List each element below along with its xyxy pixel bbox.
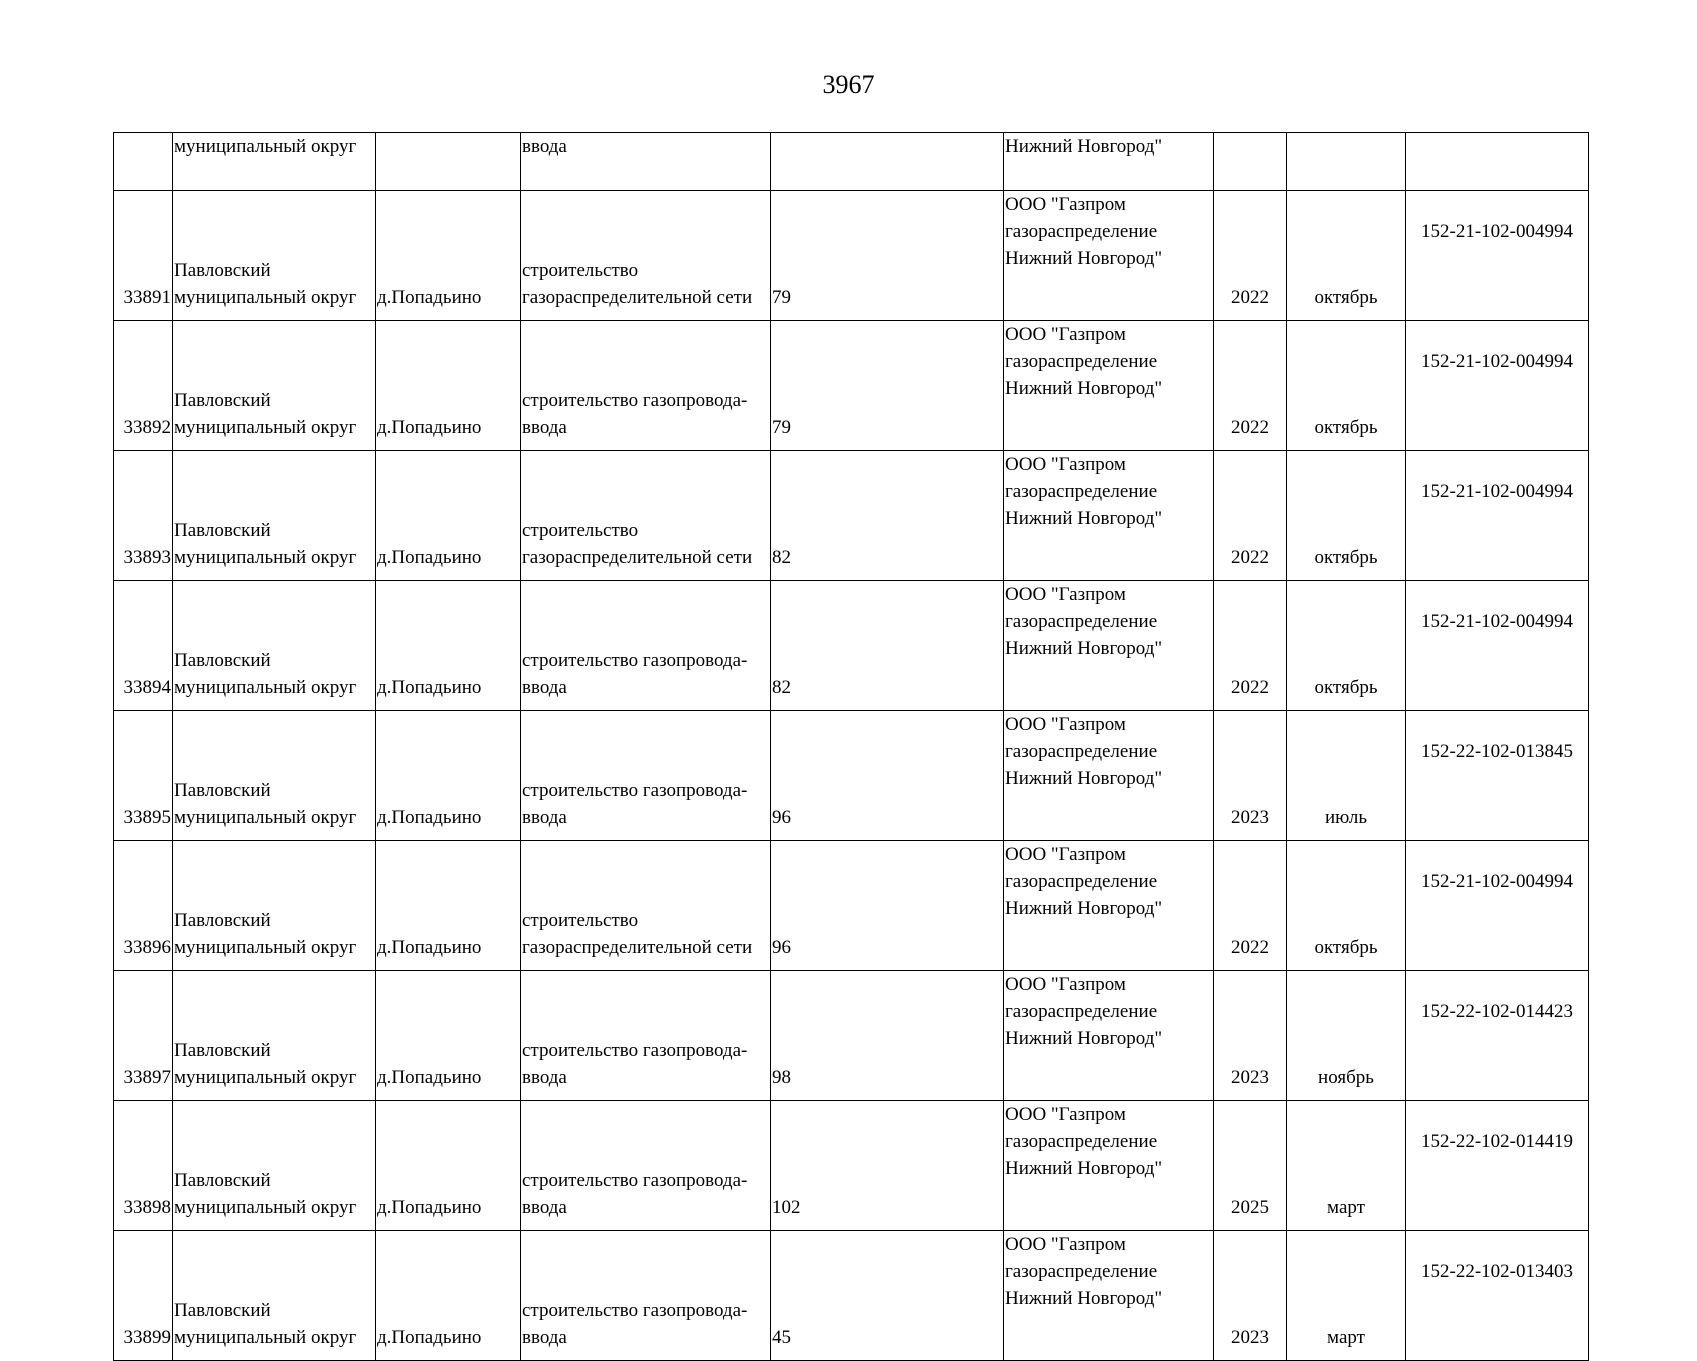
cell-organization: Нижний Новгород": [1004, 133, 1214, 191]
district-line-2: муниципальный округ: [174, 1197, 357, 1218]
cell-work-type: [521, 581, 771, 711]
cell-organization: [1004, 841, 1214, 971]
cell-work-type: [521, 1231, 771, 1361]
cell-village: д.Попадьино: [376, 451, 521, 581]
table-row: [114, 1101, 1589, 1231]
district-line-1: Павловский: [174, 1170, 271, 1191]
org-line-3: Нижний Новгород": [1005, 768, 1163, 789]
cell-code: 152-22-102-013845: [1406, 711, 1589, 841]
org-line-2: газораспределение: [1005, 871, 1158, 892]
table-row: [114, 1231, 1589, 1361]
work-line-2: ввода: [522, 1067, 567, 1088]
org-line-1: ООО "Газпром: [1005, 584, 1126, 605]
district-line-2: муниципальный округ: [174, 937, 357, 958]
cell-work-type: [521, 971, 771, 1101]
org-line-1: ООО "Газпром: [1005, 974, 1126, 995]
cell-organization: [1004, 1231, 1214, 1361]
cell-number: 33896: [114, 841, 173, 971]
org-line-2: газораспределение: [1005, 1001, 1158, 1022]
work-line-1: строительство: [522, 910, 639, 931]
cell-work-type: [521, 1101, 771, 1231]
cell-organization: [1004, 711, 1214, 841]
cell-organization: [1004, 451, 1214, 581]
cell-year: 2023: [1214, 711, 1287, 841]
cell-month: март: [1287, 1101, 1406, 1231]
district-line-2: муниципальный округ: [174, 547, 357, 568]
cell-district: [173, 321, 376, 451]
org-line-1: ООО "Газпром: [1005, 1104, 1126, 1125]
cell-village: д.Попадьино: [376, 711, 521, 841]
cell-number: 33895: [114, 711, 173, 841]
district-line-2: муниципальный округ: [174, 1327, 357, 1348]
cell-work-type: [521, 451, 771, 581]
cell-month: октябрь: [1287, 191, 1406, 321]
table-row: [114, 971, 1589, 1101]
cell-district: [173, 581, 376, 711]
cell-code: 152-22-102-013403: [1406, 1231, 1589, 1361]
district-line-2: муниципальный округ: [174, 287, 357, 308]
cell-district: [173, 1231, 376, 1361]
cell-year: 2022: [1214, 581, 1287, 711]
work-line-1: строительство: [522, 520, 639, 541]
cell-district: [173, 971, 376, 1101]
cell-month: октябрь: [1287, 581, 1406, 711]
work-line-1: строительство газопровода-: [522, 780, 748, 801]
cell-house: 96: [771, 841, 1004, 971]
cell-code: 152-21-102-004994: [1406, 191, 1589, 321]
cell-number: 33892: [114, 321, 173, 451]
cell-code: 152-22-102-014419: [1406, 1101, 1589, 1231]
cell-number: 33893: [114, 451, 173, 581]
cell-organization: [1004, 191, 1214, 321]
district-line-1: Павловский: [174, 1040, 271, 1061]
org-line-3: Нижний Новгород": [1005, 1028, 1163, 1049]
org-line-2: газораспределение: [1005, 481, 1158, 502]
org-line-2: газораспределение: [1005, 221, 1158, 242]
org-line-3: Нижний Новгород": [1005, 1288, 1163, 1309]
cell-district: [173, 1101, 376, 1231]
cell-district: [173, 841, 376, 971]
district-line-1: Павловский: [174, 780, 271, 801]
cell-month: октябрь: [1287, 451, 1406, 581]
cell-district: [173, 191, 376, 321]
table-body: [114, 133, 1589, 1361]
table-row: [114, 321, 1589, 451]
cell-work-type: [521, 191, 771, 321]
work-line-1: строительство газопровода-: [522, 650, 748, 671]
cell-year: 2022: [1214, 321, 1287, 451]
cell-number: 33897: [114, 971, 173, 1101]
work-line-1: строительство газопровода-: [522, 390, 748, 411]
cell-month: октябрь: [1287, 841, 1406, 971]
cell-village: д.Попадьино: [376, 841, 521, 971]
district-line-1: Павловский: [174, 650, 271, 671]
table-row: [114, 841, 1589, 971]
cell-year: 2022: [1214, 191, 1287, 321]
cell-code: [1406, 133, 1589, 191]
cell-house: 102: [771, 1101, 1004, 1231]
cell-year: 2023: [1214, 971, 1287, 1101]
cell-village: д.Попадьино: [376, 1101, 521, 1231]
registry-table: [113, 132, 1589, 1361]
cell-house: [771, 133, 1004, 191]
cell-code: 152-22-102-014423: [1406, 971, 1589, 1101]
cell-work-type: [521, 321, 771, 451]
org-line-2: газораспределение: [1005, 1261, 1158, 1282]
cell-organization: [1004, 321, 1214, 451]
cell-year: 2025: [1214, 1101, 1287, 1231]
org-line-3: Нижний Новгород": [1005, 898, 1163, 919]
cell-number: 33894: [114, 581, 173, 711]
cell-year: 2023: [1214, 1231, 1287, 1361]
cell-number: 33891: [114, 191, 173, 321]
cell-district: муниципальный округ: [173, 133, 376, 191]
cell-month: июль: [1287, 711, 1406, 841]
district-line-1: Павловский: [174, 1300, 271, 1321]
org-line-1: ООО "Газпром: [1005, 1234, 1126, 1255]
cell-house: 82: [771, 581, 1004, 711]
cell-house: 96: [771, 711, 1004, 841]
work-line-2: ввода: [522, 1327, 567, 1348]
cell-number: [114, 133, 173, 191]
district-line-1: Павловский: [174, 260, 271, 281]
cell-work-type: ввода: [521, 133, 771, 191]
cell-organization: [1004, 581, 1214, 711]
cell-code: 152-21-102-004994: [1406, 321, 1589, 451]
cell-year: [1214, 133, 1287, 191]
district-line-2: муниципальный округ: [174, 807, 357, 828]
cell-house: 79: [771, 321, 1004, 451]
org-line-1: ООО "Газпром: [1005, 194, 1126, 215]
table-row-continuation: [114, 133, 1589, 191]
cell-number: 33899: [114, 1231, 173, 1361]
org-line-1: ООО "Газпром: [1005, 324, 1126, 345]
cell-code: 152-21-102-004994: [1406, 841, 1589, 971]
cell-code: 152-21-102-004994: [1406, 451, 1589, 581]
cell-district: [173, 451, 376, 581]
cell-district: [173, 711, 376, 841]
org-line-3: Нижний Новгород": [1005, 508, 1163, 529]
cell-number: 33898: [114, 1101, 173, 1231]
cell-house: 79: [771, 191, 1004, 321]
org-line-2: газораспределение: [1005, 351, 1158, 372]
cell-work-type: [521, 711, 771, 841]
cell-month: март: [1287, 1231, 1406, 1361]
district-line-1: Павловский: [174, 520, 271, 541]
org-line-2: газораспределение: [1005, 611, 1158, 632]
org-line-3: Нижний Новгород": [1005, 638, 1163, 659]
table-row: [114, 581, 1589, 711]
district-line-2: муниципальный округ: [174, 417, 357, 438]
org-line-3: Нижний Новгород": [1005, 248, 1163, 269]
org-line-1: ООО "Газпром: [1005, 844, 1126, 865]
cell-house: 98: [771, 971, 1004, 1101]
work-line-2: ввода: [522, 417, 567, 438]
work-line-2: газораспределительной сети: [522, 547, 753, 568]
cell-house: 82: [771, 451, 1004, 581]
work-line-1: строительство газопровода-: [522, 1300, 748, 1321]
work-line-2: ввода: [522, 1197, 567, 1218]
table-row: [114, 451, 1589, 581]
cell-year: 2022: [1214, 451, 1287, 581]
district-line-2: муниципальный округ: [174, 1067, 357, 1088]
org-line-1: ООО "Газпром: [1005, 714, 1126, 735]
table-row: [114, 191, 1589, 321]
district-line-1: Павловский: [174, 910, 271, 931]
work-line-2: газораспределительной сети: [522, 937, 753, 958]
work-line-2: ввода: [522, 807, 567, 828]
cell-village: д.Попадьино: [376, 191, 521, 321]
cell-code: 152-21-102-004994: [1406, 581, 1589, 711]
cell-month: октябрь: [1287, 321, 1406, 451]
page-number: 3967: [822, 70, 875, 99]
org-line-3: Нижний Новгород": [1005, 1158, 1163, 1179]
district-line-2: муниципальный округ: [174, 677, 357, 698]
cell-organization: [1004, 1101, 1214, 1231]
work-line-1: строительство: [522, 260, 639, 281]
work-line-1: строительство газопровода-: [522, 1040, 748, 1061]
cell-month: [1287, 133, 1406, 191]
org-line-2: газораспределение: [1005, 1131, 1158, 1152]
org-line-2: газораспределение: [1005, 741, 1158, 762]
work-line-2: газораспределительной сети: [522, 287, 753, 308]
org-line-1: ООО "Газпром: [1005, 454, 1126, 475]
cell-work-type: [521, 841, 771, 971]
cell-year: 2022: [1214, 841, 1287, 971]
district-line-1: Павловский: [174, 390, 271, 411]
work-line-1: строительство газопровода-: [522, 1170, 748, 1191]
cell-month: ноябрь: [1287, 971, 1406, 1101]
cell-village: д.Попадьино: [376, 321, 521, 451]
cell-village: д.Попадьино: [376, 971, 521, 1101]
table-row: [114, 711, 1589, 841]
cell-organization: [1004, 971, 1214, 1101]
work-line-2: ввода: [522, 677, 567, 698]
cell-house: 45: [771, 1231, 1004, 1361]
cell-village: [376, 133, 521, 191]
org-line-3: Нижний Новгород": [1005, 378, 1163, 399]
cell-village: д.Попадьино: [376, 1231, 521, 1361]
cell-village: д.Попадьино: [376, 581, 521, 711]
